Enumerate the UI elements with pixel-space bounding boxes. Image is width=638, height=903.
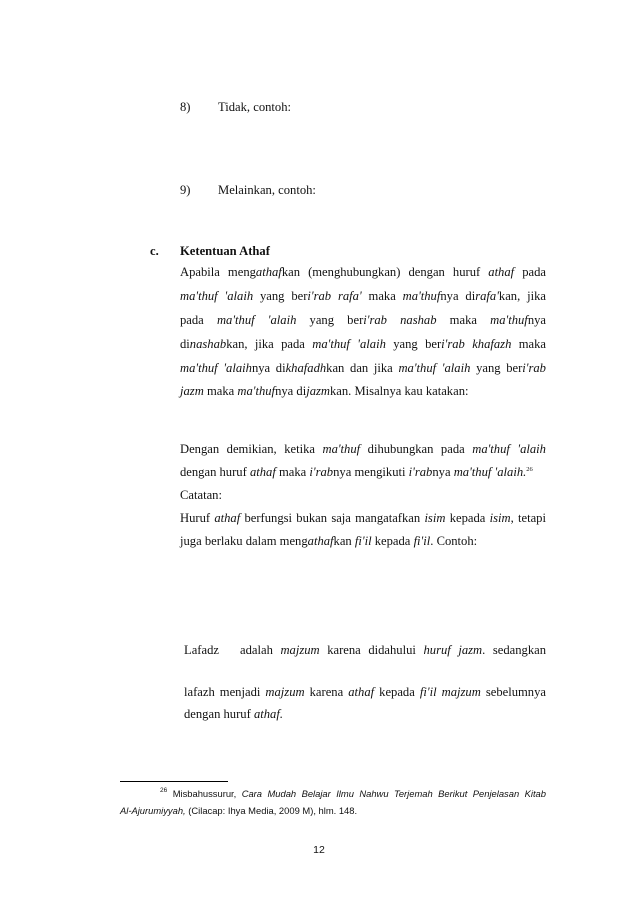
section-letter: c. <box>150 244 159 258</box>
footnote-line-2: Al-Ajurumiyyah, (Cilacap: Ihya Media, 2009 M), hlm. 148. <box>120 805 358 816</box>
paragraph-1-line-5: ma'thuf 'alaihnya dikhafadhkan dan jika ma'thuf 'alaih yang beri'rab <box>180 361 546 375</box>
section-title: Ketentuan Athaf <box>180 244 270 258</box>
footnote-line-1: $^{26}$ Misbahussurur, Cara Mudah Belajar Ilmu Nahwu Terjemah Berikut Penjelasan Kitab <box>160 787 546 799</box>
paragraph-1-line-2: ma'thuf 'alaih yang beri'rab rafa' maka ma'thufnya dirafa'kan, jika <box>180 289 546 303</box>
footnote-reference: 26 <box>526 466 533 473</box>
paragraph-1-line-6: jazm maka ma'thufnya dijazmkan. Misalnya kau katakan: <box>180 384 469 398</box>
footnote-separator <box>120 781 228 782</box>
list-number-9: 9) <box>180 183 191 197</box>
paragraph-1-line-3: pada ma'thuf 'alaih yang beri'rab nashab maka ma'thufnya <box>180 313 546 327</box>
paragraph-3-line-1: Lafadz adalah majzum karena didahului huruf jazm. sedangkan <box>184 643 546 657</box>
page-number: 12 <box>313 844 325 856</box>
list-text-8: Tidak, contoh: <box>218 100 292 114</box>
paragraph-3-line-3: dengan huruf athaf. <box>184 707 283 721</box>
paragraph-2-line-2: dengan huruf athaf maka i'rabnya mengikuti i'rabnya ma'thuf 'alaih.$^{26}$ <box>180 465 533 479</box>
list-number-8: 8) <box>180 100 191 114</box>
paragraph-3-line-2: lafazh menjadi majzum karena athaf kepada fi'il majzum sebelumnya <box>184 685 546 699</box>
footnote-mark: 26 <box>160 787 168 794</box>
paragraph-2-line-3: Catatan: <box>180 488 222 502</box>
paragraph-2-line-5: juga berlaku dalam mengathafkan fi'il kepada fi'il. Contoh: <box>180 534 478 548</box>
paragraph-2-line-1: Dengan demikian, ketika ma'thuf dihubungkan pada ma'thuf 'alaih <box>180 442 546 456</box>
paragraph-1-line-4: dinashabkan, jika pada ma'thuf 'alaih yang beri'rab khafazh maka <box>180 337 547 351</box>
paragraph-1-line-1: Apabila mengathafkan (menghubungkan) dengan huruf athaf pada <box>180 265 546 279</box>
paragraph-2-line-4: Huruf athaf berfungsi bukan saja mangatafkan isim kepada isim, tetapi <box>180 511 546 525</box>
list-text-9: Melainkan, contoh: <box>218 183 316 197</box>
